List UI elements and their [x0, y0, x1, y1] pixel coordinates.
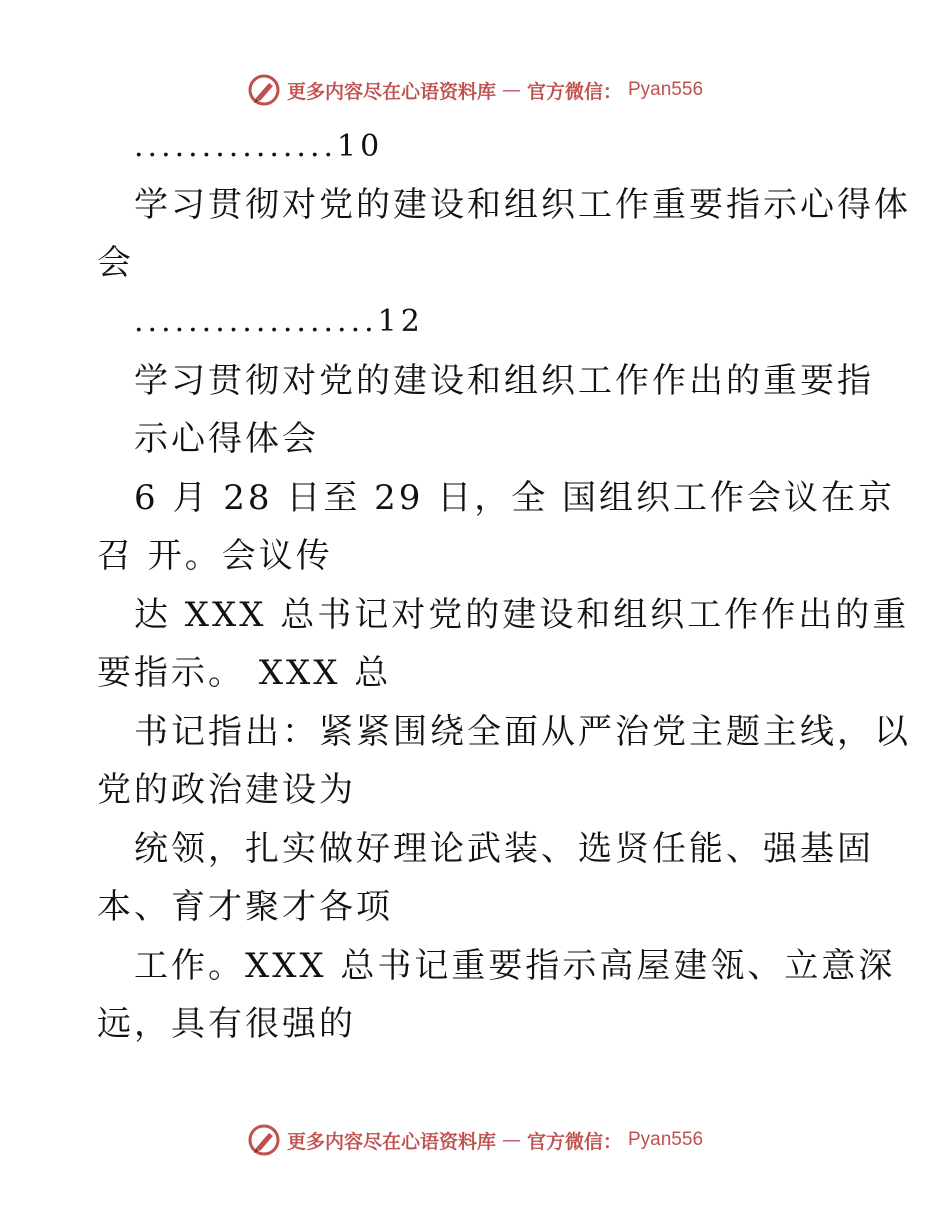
banner-text: 更多内容尽在心语资料库	[286, 1130, 496, 1153]
section-heading: 学习贯彻对党的建设和组织工作作出的重要指	[134, 361, 874, 401]
body-text-line: 6 月 28 日至 29 日，全 国组织工作会议在京	[134, 478, 896, 518]
toc-dots-line: ..................12	[134, 304, 424, 339]
banner-separator: —	[501, 1129, 521, 1151]
body-text-line: 远，具有很强的	[97, 1004, 356, 1044]
banner-wechat-label: 官方微信：	[526, 1130, 622, 1153]
toc-entry-title: 学习贯彻对党的建设和组织工作重要指示心得体	[134, 185, 911, 225]
body-text-line: 要指示。 XXX 总	[97, 653, 392, 693]
body-text-line: 书记指出：紧紧围绕全面从严治党主题主线，以	[134, 712, 911, 752]
body-text-line: 本、育才聚才各项	[97, 887, 393, 927]
header-watermark-banner	[0, 70, 950, 110]
footer-watermark-banner	[0, 1120, 950, 1160]
body-text-line: 统领，扎实做好理论武装、选贤任能、强基固	[134, 829, 874, 869]
banner-wechat-label: 官方微信：	[526, 80, 622, 103]
toc-dots-line: ...............10	[134, 129, 384, 164]
body-text-line: 达 XXX 总书记对党的建设和组织工作作出的重	[134, 595, 910, 635]
banner-text: 更多内容尽在心语资料库	[286, 80, 496, 103]
banner-separator: —	[501, 79, 521, 101]
toc-entry-title-cont: 会	[97, 243, 134, 283]
body-text-line: 工作。XXX 总书记重要指示高屋建瓴、立意深	[134, 946, 896, 986]
body-text-line: 党的政治建设为	[97, 770, 356, 810]
banner-wechat-id: Pyan556	[628, 79, 704, 100]
pen-logo-icon	[247, 73, 281, 107]
banner-wechat-id: Pyan556	[628, 1129, 704, 1150]
section-heading-cont: 示心得体会	[134, 419, 319, 459]
body-text-line: 召 开。会议传	[97, 536, 333, 576]
pen-logo-icon	[247, 1123, 281, 1157]
